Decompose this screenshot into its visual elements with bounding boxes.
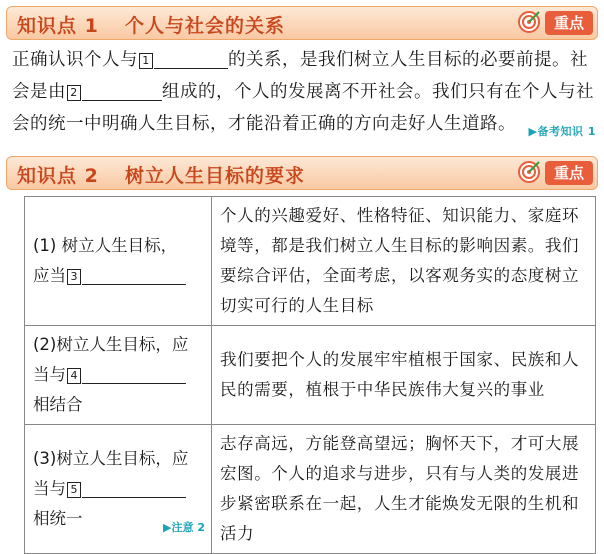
text: 正确认识个人与 [12,50,138,70]
text: 会是由 [12,82,66,102]
text: 会的统一中明确人生目标，才能沿着正确的方向走好人生道路。 [12,114,516,134]
blank-number: 1 [139,53,153,69]
key-point-badge: 重点 [545,161,593,185]
requirement-cell [25,326,212,425]
text: 相统一 [33,509,83,528]
table-row [25,326,596,425]
text: (1) 树立人生目标， [33,236,178,255]
text: 应当 [33,266,66,285]
fill-blank[interactable] [82,363,186,384]
fill-blank[interactable] [154,48,228,69]
requirement-cell [25,425,212,554]
blank-number: 5 [67,482,81,498]
paragraph-line [12,108,596,140]
text: 当与 [33,479,66,498]
requirements-table [24,196,596,554]
reference-link[interactable]: ▶备考知识 1 [528,125,596,138]
text: 当与 [33,365,66,384]
paragraph-line [12,76,596,108]
fill-blank[interactable] [82,477,186,498]
fill-blank[interactable] [82,80,162,101]
key-point-badge: 重点 [545,11,593,35]
section-header-2 [6,156,598,190]
target-icon [517,10,541,34]
section-header-1 [6,6,598,40]
text: 相结合 [33,395,83,414]
description-cell: 个人的兴趣爱好、性格特征、知识能力、家庭环境等，都是我们树立人生目标的影响因素。我们要综合评估，全面考虑，以客观务实的态度树立切实可行的人生目标 [212,197,596,326]
blank-number: 3 [67,269,81,285]
section-label: 知识点 2 [17,165,99,187]
paragraph-line [12,44,596,76]
description-cell: 志存高远，方能登高望远；胸怀天下，才可大展宏图。个人的追求与进步，只有与人类的发展进步紧密联系在一起，人生才能焕发无限的生机和活力 [212,425,596,554]
section-title: 树立人生目标的要求 [125,165,306,187]
text: (2)树立人生目标，应 [33,335,189,354]
description-cell: 我们要把个人的发展牢牢植根于国家、民族和人民的需要，植根于中华民族伟大复兴的事业 [212,326,596,425]
blank-number: 4 [67,368,81,384]
section-label: 知识点 1 [17,15,99,37]
text: 的关系，是我们树立人生目标的必要前提。社 [228,50,588,70]
fill-blank[interactable] [82,264,186,285]
target-icon [517,160,541,184]
note-link[interactable]: ▶注意 2 [163,521,205,534]
blank-number: 2 [67,85,81,101]
table-row [25,197,596,326]
requirement-cell [25,197,212,326]
section-title: 个人与社会的关系 [125,15,286,37]
table-row [25,425,596,554]
text: 组成的，个人的发展离不开社会。我们只有在个人与社 [162,82,594,102]
section-1-paragraph [12,44,596,140]
text: (3)树立人生目标，应 [33,449,189,468]
